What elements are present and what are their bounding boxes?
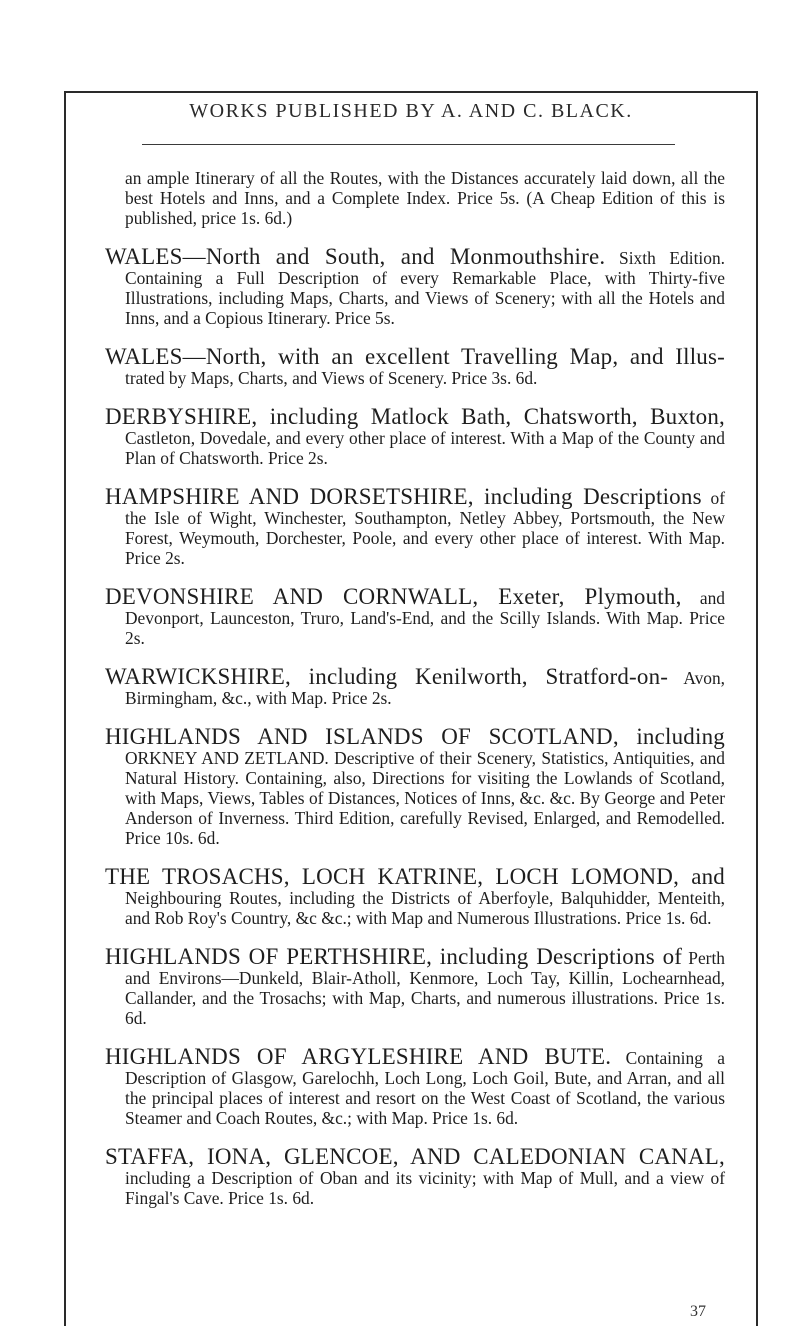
catalogue-list <box>105 168 725 1227</box>
entry-title: THE TROSACHS, LOCH KATRINE, LOCH LOMOND, and <box>105 864 725 889</box>
entry-title: HIGHLANDS OF ARGYLESHIRE AND BUTE. <box>105 1044 612 1069</box>
catalogue-entry-argyleshire-bute <box>105 1044 725 1128</box>
page-border-left <box>64 91 66 1326</box>
catalogue-entry-derbyshire <box>105 404 725 468</box>
entry-title: WALES—North, with an excellent Travelling Map, and Illus- <box>105 344 725 369</box>
entry-title: HAMPSHIRE AND DORSETSHIRE, including Descriptions <box>105 484 702 509</box>
catalogue-entry-wales-north <box>105 344 725 388</box>
catalogue-entry-hampshire-dorsetshire <box>105 484 726 568</box>
catalogue-entry-devonshire-cornwall <box>105 584 725 648</box>
entry-body: Perth and Environs—Dunkeld, Blair-Atholl, Kenmore, Loch Tay, Killin, Lochearnhead, Callander, and the Trosachs; with Map, Charts, and numerous illustrations. Price 1s. 6d. <box>125 948 725 1028</box>
entry-body: Castleton, Dovedale, and every other place of interest. With a Map of the County and Plan of Chatsworth. Price 2s. <box>125 428 725 468</box>
entry-body: Sixth Edition. Containing a Full Description of every Remarkable Place, with Thirty-five Illustrations, including Maps, Charts, and Views of Scenery; with all the Hotels and Inns, and a Copious Itinerary. Price 5s. <box>125 248 725 328</box>
entry-body: Avon, Birmingham, &c., with Map. Price 2s. <box>125 668 726 708</box>
page-border-right <box>756 91 758 1326</box>
page-number: 37 <box>690 1303 706 1320</box>
entry-body: Neighbouring Routes, including the Districts of Aberfoyle, Balquhidder, Menteith, and Rob Roy's Country, &c &c.; with Map and Numerous Illustrations. Price 1s. 6d. <box>125 888 725 928</box>
entry-body: ORKNEY AND ZETLAND. Descriptive of their Scenery, Statistics, Antiquities, and Natural History. Containing, also, Directions for visiting the Lowlands of Scotland, with Maps, Views, Tables of Distances, Notices of Inns, &c. &c. By George and Peter Anderson of Inverness. Third Edition, carefully Revised, Enlarged, and Remodelled. Price 10s. 6d. <box>125 748 725 848</box>
catalogue-entry-perthshire <box>105 944 725 1028</box>
page-border-top <box>64 91 758 93</box>
header-rule <box>142 144 675 145</box>
catalogue-entry-trosachs <box>105 864 725 928</box>
entry-body: an ample Itinerary of all the Routes, with the Distances accurately laid down, all the best Hotels and Inns, and a Complete Index. Price 5s. (A Cheap Edition of this is published, price 1s. 6d.) <box>125 168 725 228</box>
entry-title: WARWICKSHIRE, including Kenilworth, Stratford-on- <box>105 664 669 689</box>
entry-title: WALES—North and South, and Monmouthshire. <box>105 244 606 269</box>
entry-body: Containing a Description of Glasgow, Garelochh, Loch Long, Loch Goil, Bute, and Arran, and all the principal places of interest and resort on the West Coast of Scotland, the various Steamer and Coach Routes, &c.; with Map. Price 1s. 6d. <box>125 1048 725 1128</box>
entry-title: HIGHLANDS OF PERTHSHIRE, including Descriptions of <box>105 944 683 969</box>
entry-body: and Devonport, Launceston, Truro, Land's-End, and the Scilly Islands. With Map. Price 2s. <box>125 588 725 648</box>
entry-body: trated by Maps, Charts, and Views of Scenery. Price 3s. 6d. <box>125 368 538 388</box>
entry-title: DEVONSHIRE AND CORNWALL, Exeter, Plymouth, <box>105 584 682 609</box>
entry-body: including a Description of Oban and its vicinity; with Map of Mull, and a view of Fingal's Cave. Price 1s. 6d. <box>125 1168 725 1208</box>
catalogue-entry-wales-north-south <box>105 244 725 328</box>
catalogue-entry-highlands-islands <box>105 724 725 848</box>
entry-title: STAFFA, IONA, GLENCOE, AND CALEDONIAN CANAL, <box>105 1144 725 1169</box>
entry-body: of the Isle of Wight, Winchester, Southampton, Netley Abbey, Portsmouth, the New Forest, Weymouth, Dorchester, Poole, and every other place of interest. With Map. Price 2s. <box>125 488 726 568</box>
entry-title: HIGHLANDS AND ISLANDS OF SCOTLAND, including <box>105 724 725 749</box>
catalogue-entry-staffa-iona <box>105 1144 725 1208</box>
catalogue-entry-warwickshire <box>105 664 726 708</box>
catalogue-entry-continued <box>105 168 725 228</box>
entry-title: DERBYSHIRE, including Matlock Bath, Chatsworth, Buxton, <box>105 404 725 429</box>
running-header: WORKS PUBLISHED BY A. AND C. BLACK. <box>189 100 633 122</box>
